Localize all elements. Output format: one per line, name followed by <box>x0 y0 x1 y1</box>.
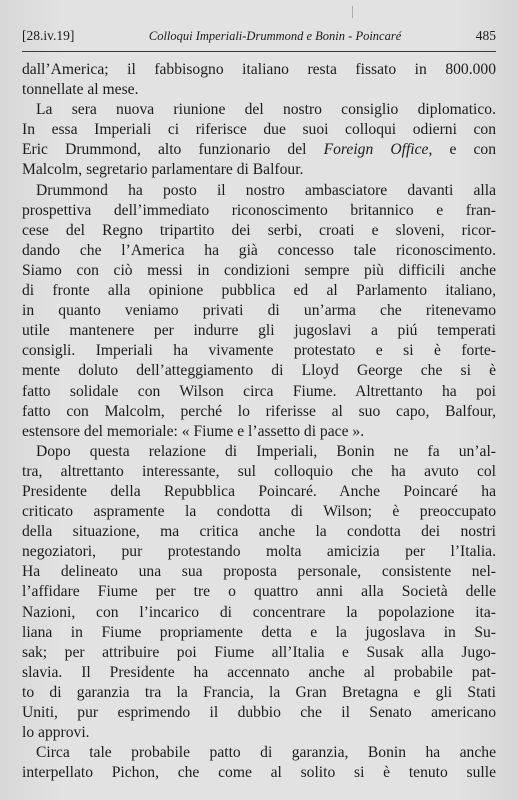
text-line: interpellato Pichon, che come al solito si è tenuto sulle <box>22 764 496 782</box>
text-line: Nazioni, con l’incarico di concentrare la popolazione ita- <box>22 603 496 621</box>
text-line: tonnellate al mese. <box>22 81 139 99</box>
text-line: Ha delineato una sua proposta personale, consistente nel- <box>22 563 496 581</box>
page-number: 485 <box>475 28 496 43</box>
running-header <box>22 28 496 50</box>
text-line: estensore del memoriale: « Fiume e l’assetto di pace ». <box>22 422 365 440</box>
italic-term: Foreign Office <box>323 141 429 159</box>
text-line: mente doluto dell’atteggiamento di Lloyd George che si è <box>22 362 496 380</box>
text-line: In essa Imperiali ci riferisce due suoi colloqui odierni con <box>22 121 496 139</box>
text-line: cese del Regno tripartito dei serbi, croati e sloveni, ricor- <box>22 221 496 239</box>
text-line: Presidente della Repubblica Poincaré. Anche Poincaré ha <box>22 482 496 500</box>
text-line: consigli. Imperiali ha vivamente protestato e si è forte- <box>22 342 496 360</box>
text-line: negoziatori, pur protestando molta amicizia per l’Italia. <box>22 543 496 561</box>
text-line: dall’America; il fabbisogno italiano resta fissato in 800.000 <box>22 61 496 78</box>
text-line: Dopo questa relazione di Imperiali, Bonin ne fa un’al- <box>36 442 496 460</box>
header-date: [28.iv.19] <box>22 28 75 43</box>
header-rule <box>22 51 496 52</box>
scan-mark <box>352 6 353 18</box>
text-line: La sera nuova riunione del nostro consiglio diplomatico. <box>36 101 496 119</box>
header-title: Colloqui Imperiali-Drummond e Bonin - Poincaré <box>148 29 402 43</box>
text-line: l’affidare Fiume per tre o quattro anni alla Società delle <box>22 583 496 601</box>
text-line: Uniti, pur esprimendo il dubbio che il Senato americano <box>22 704 496 721</box>
text-line: Circa tale probabile patto di garanzia, Bonin ha anche <box>36 744 496 762</box>
text-line: tra, altrettanto interessante, sul colloquio che ha avuto col <box>22 462 496 480</box>
text-line: prospettiva dell’immediato riconoscimento britannico e fran- <box>22 201 496 219</box>
text-line: utile mantenere per indurre gli jugoslavi a piú temperati <box>22 322 496 340</box>
text-line: criticato aspramente la condotta di Wilson; è preoccupato <box>22 503 496 521</box>
text-line: Drummond ha posto il nostro ambasciatore davanti alla <box>36 181 496 199</box>
text-line: to di garanzia tra la Francia, la Gran Bretagna e gli Stati <box>22 683 496 701</box>
text-line: Eric Drummond, alto funzionario del Foreign Office, e con <box>22 141 497 159</box>
text-line: lo approvi. <box>22 724 90 742</box>
text-line: slavia. Il Presidente ha accennato anche al probabile pat- <box>22 663 496 681</box>
text-line: fatto con Malcolm, perché lo riferisse al suo capo, Balfour, <box>22 402 496 420</box>
text-line: di fronte alla opinione pubblica ed al Parlamento italiano, <box>22 282 496 300</box>
text-line: liana in Fiume propriamente detta e la jugoslava in Su- <box>22 623 496 641</box>
text-line: in quanto veniamo privati di un’arma che ritenevamo <box>22 302 496 320</box>
text-line: della situazione, ma critica anche la condotta dei nostri <box>22 523 496 541</box>
body-text <box>22 60 496 783</box>
text-line: Malcolm, segretario parlamentare di Balfour. <box>22 161 304 179</box>
text-line: sak; per attribuire poi Fiume all’Italia e Susak alla Jugo- <box>22 643 496 661</box>
text-line: dando che l’America ha già concesso tale riconoscimento. <box>22 241 496 259</box>
text-line: Siamo con ciò messi in condizioni sempre più difficili anche <box>22 261 496 279</box>
text-line: fatto solidale con Wilson circa Fiume. Altrettanto ha poi <box>22 382 496 400</box>
